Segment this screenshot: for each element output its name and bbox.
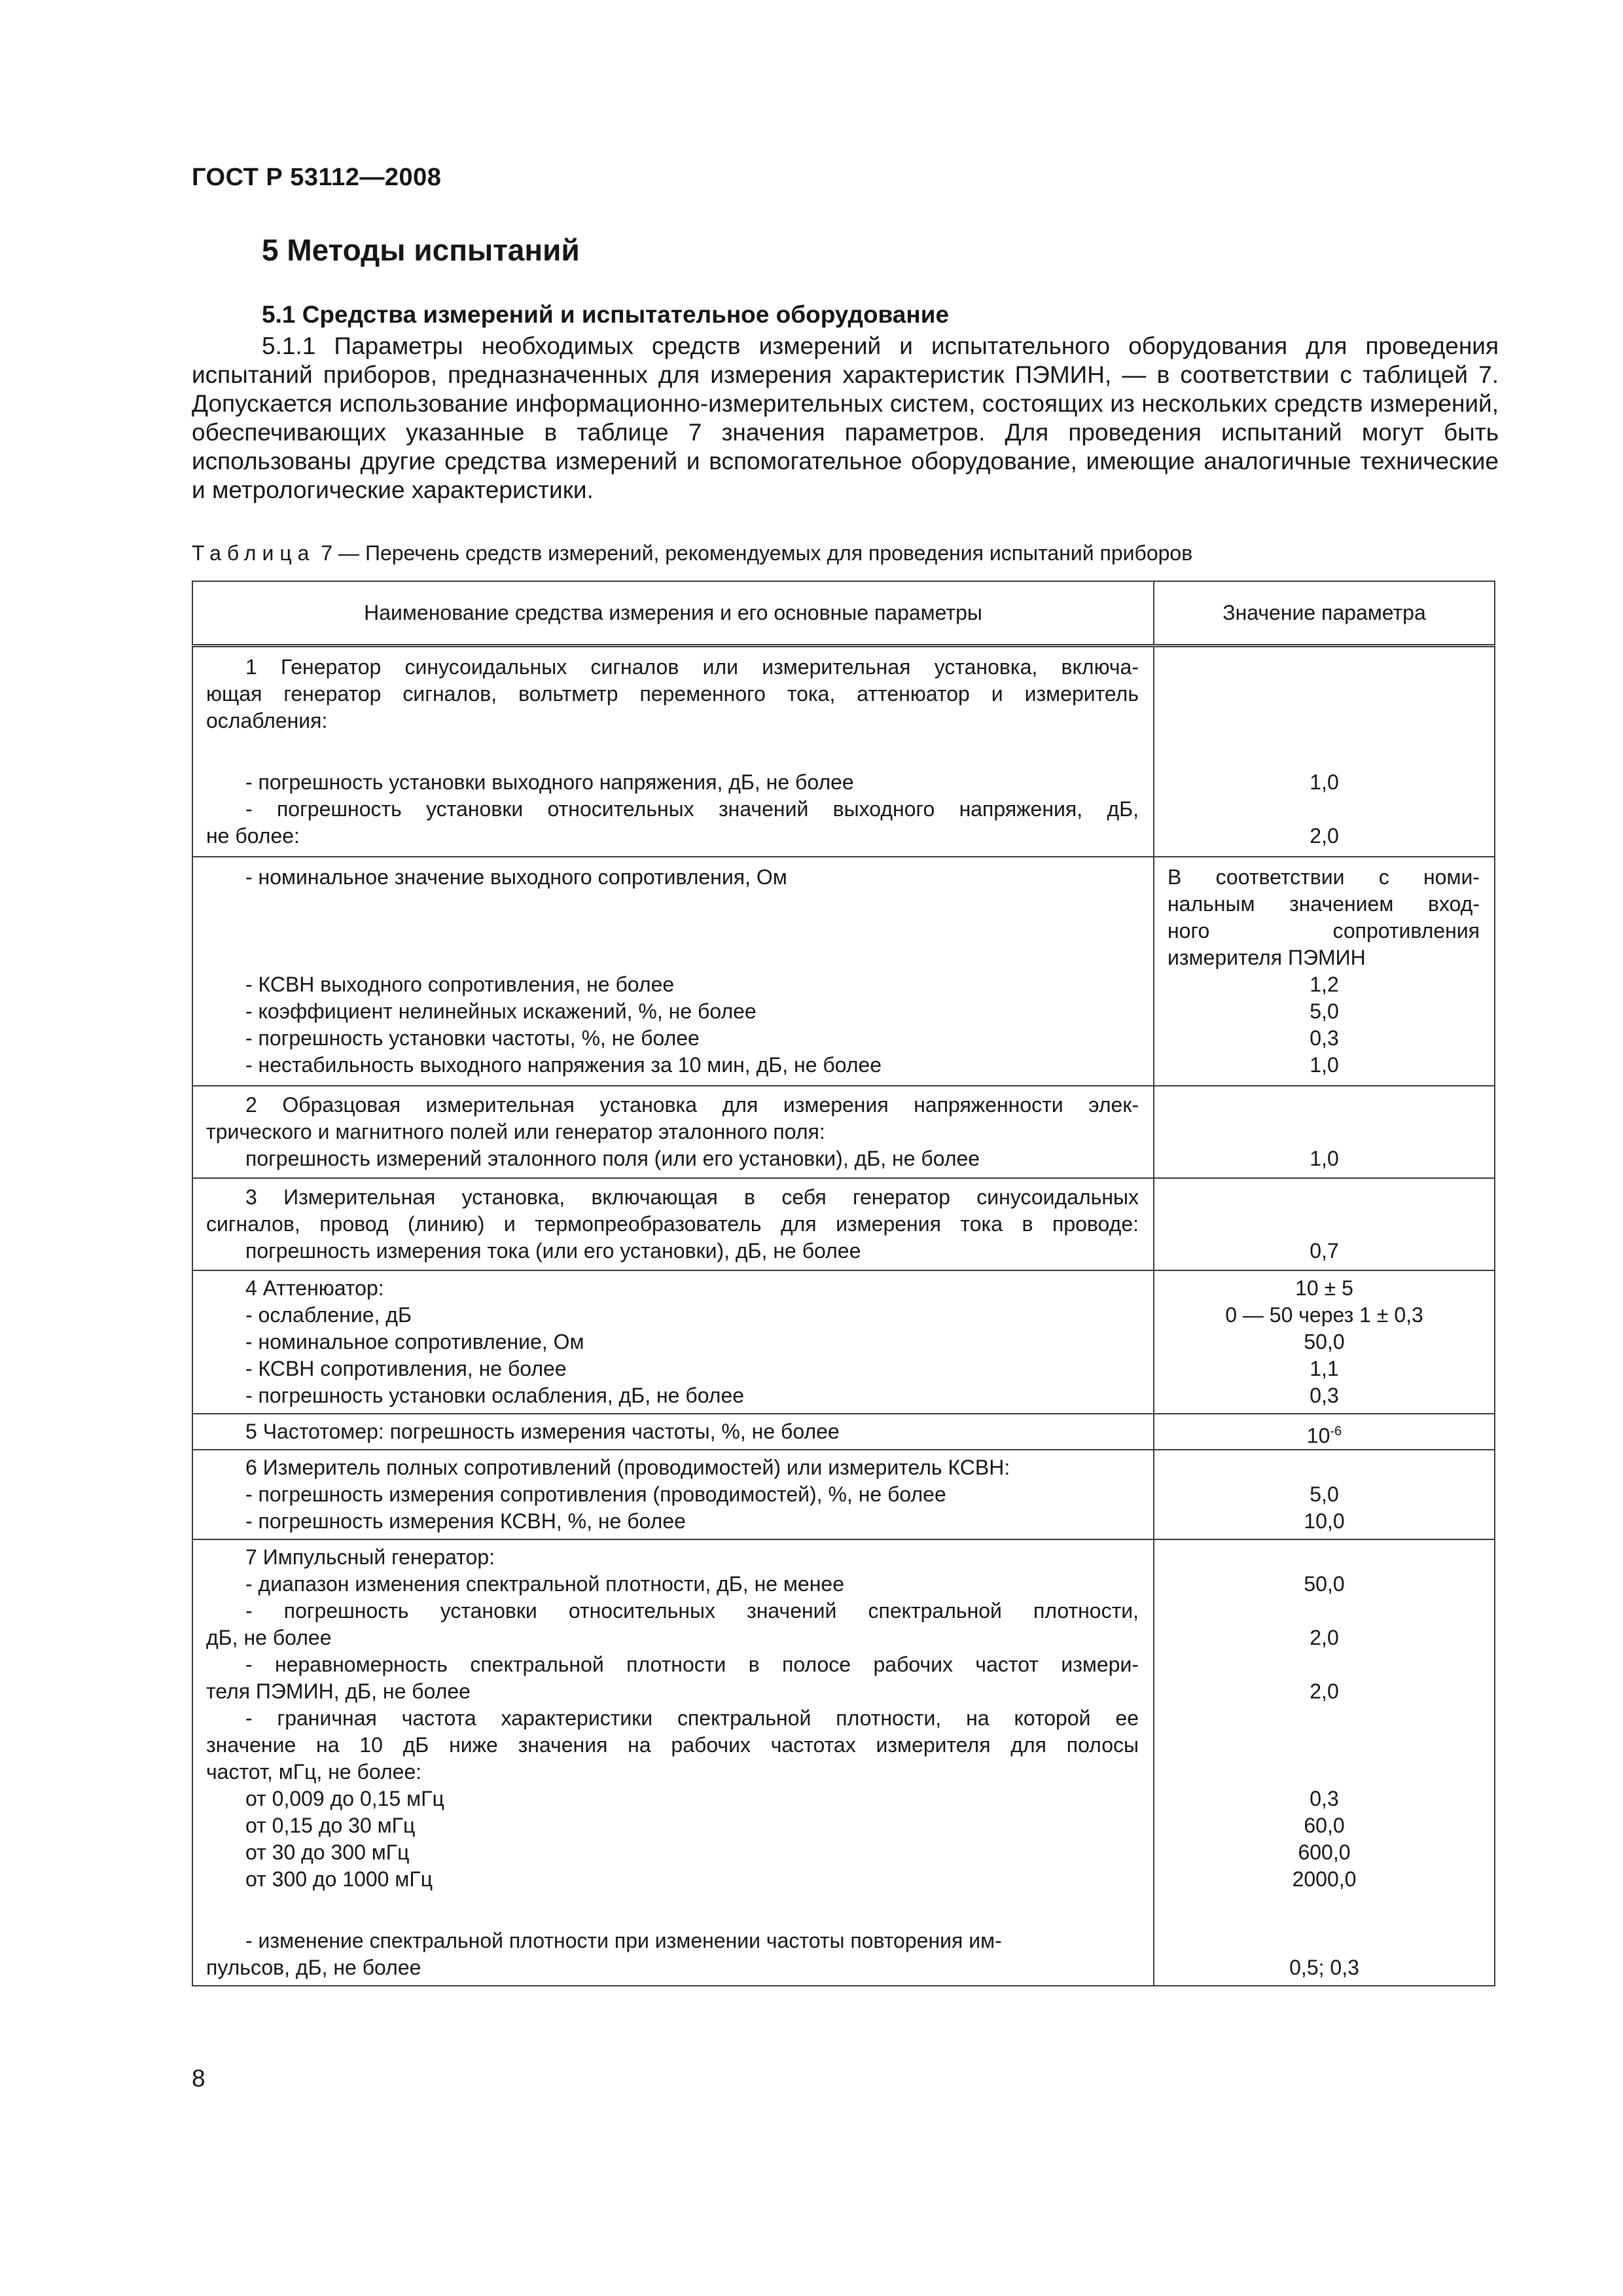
row-value-line: 1,2 <box>1310 973 1339 996</box>
row-name-line: ослабления: <box>206 709 328 732</box>
row-name-line: - неравномерность спектральной плотности в полосе рабочих частот измери- <box>245 1653 1139 1676</box>
row-name-line: от 30 до 300 мГц <box>245 1840 410 1864</box>
row-name-line <box>193 891 1153 918</box>
table-row <box>192 1178 1495 1270</box>
row-name-line <box>193 1893 1153 1920</box>
row-value-line: 2000,0 <box>1292 1867 1357 1891</box>
body-paragraph: 5.1.1 Параметры необходимых средств измерений и испытательного оборудования для проведения испытаний приборов, предназначенных для измерения характеристик ПЭМИН, — в соответствии с таблицей 7. Допускается использование информационно-измерительных систем, состоящих из нескольких средств измерений, обеспечивающих указанные в таблице 7 значения параметров. Для проведения испытаний могут быть использованы другие средства измерений и вспомогательное оборудование, имеющие аналогичные технические и метрологические характеристики. <box>192 332 1499 503</box>
row-name-cell <box>192 1270 1154 1414</box>
row-value-line <box>1154 1092 1494 1119</box>
row-name-line: сигналов, провод (линию) и термопреобразователь для измерения тока в проводе: <box>206 1212 1139 1236</box>
row-name-line: - погрешность установки выходного напряжения, дБ, не более <box>245 770 854 794</box>
row-name-line: 1 Генератор синусоидальных сигналов или измерительная установка, включа- <box>245 655 1139 679</box>
row-name-line: - изменение спектральной плотности при изменении частоты повторения им- <box>245 1929 1002 1952</box>
row-name-line: - погрешность установки относительных значений выходного напряжения, дБ, <box>245 797 1139 821</box>
row-value-cell <box>1154 646 1495 857</box>
row-name-line <box>193 734 1153 761</box>
row-name-line: - номинальное значение выходного сопротивления, Ом <box>245 865 787 889</box>
table-row <box>192 646 1495 857</box>
row-value-line <box>1154 1893 1494 1920</box>
row-value-line <box>1154 1544 1494 1571</box>
row-name-line: 2 Образцовая измерительная установка для измерения напряженности элек- <box>245 1093 1139 1117</box>
row-value-line: 5,0 <box>1310 999 1339 1023</box>
row-name-line: - погрешность установки частоты, %, не более <box>245 1026 700 1050</box>
row-name-line: - КСВН выходного сопротивления, не более <box>245 973 675 996</box>
row-value-line <box>1154 1184 1494 1211</box>
row-value-line <box>1154 1651 1494 1678</box>
row-name-line: - коэффициент нелинейных искажений, %, не более <box>245 999 757 1023</box>
header-name: Наименование средства измерения и его основные параметры <box>192 581 1154 646</box>
row-value-line <box>1154 734 1494 761</box>
row-name-cell <box>192 1178 1154 1270</box>
row-value-line: 5,0 <box>1310 1482 1339 1506</box>
row-name-line: не более: <box>206 824 300 848</box>
row-value-line: 2,0 <box>1310 1679 1339 1703</box>
row-value-line <box>1154 1211 1494 1238</box>
row-name-line: значение на 10 дБ ниже значения на рабочих частотах измерителя для полосы <box>206 1733 1139 1757</box>
row-name-line: погрешность измерений эталонного поля (или его установки), дБ, не более <box>245 1147 980 1170</box>
row-name-line: - погрешность установки ослабления, дБ, не более <box>245 1384 745 1407</box>
row-name-line: трического и магнитного полей или генератор эталонного поля: <box>206 1120 825 1143</box>
row-value-cell <box>1154 857 1495 1086</box>
row-name-line: - КСВН сопротивления, не более <box>245 1357 567 1380</box>
row-value-line: измерителя ПЭМИН <box>1168 946 1366 969</box>
row-name-line: ющая генератор сигналов, вольтметр переменного тока, аттенюатор и измеритель <box>206 682 1139 706</box>
table-caption-text: 7 — Перечень средств измерений, рекомендуемых для проведения испытаний приборов <box>315 541 1193 565</box>
row-name-line: - граничная частота характеристики спектральной плотности, на которой ее <box>245 1706 1139 1730</box>
row-value-cell <box>1154 1178 1495 1270</box>
row-value-line <box>1154 654 1494 681</box>
row-name-line: - погрешность установки относительных значений спектральной плотности, <box>245 1599 1139 1623</box>
row-value-cell <box>1154 1539 1495 1986</box>
row-value-line: 0 — 50 через 1 ± 0,3 <box>1225 1303 1423 1327</box>
row-value-line: 2,0 <box>1310 1626 1339 1649</box>
row-value-line: ного сопротивления <box>1168 919 1480 942</box>
row-value-line: 10 ± 5 <box>1295 1276 1353 1300</box>
table-row <box>192 1086 1495 1178</box>
row-value-line: 2,0 <box>1310 824 1339 848</box>
table-row <box>192 857 1495 1086</box>
row-name-line: - нестабильность выходного напряжения за 10 мин, дБ, не более <box>245 1053 882 1077</box>
row-value-line: 10,0 <box>1304 1509 1345 1533</box>
value-base: 10 <box>1306 1424 1330 1448</box>
row-value-line <box>1154 1759 1494 1785</box>
table-caption-label: Таблица <box>192 541 315 565</box>
row-name-line: дБ, не более <box>206 1626 332 1649</box>
row-value-cell <box>1154 1450 1495 1539</box>
header-value: Значение параметра <box>1154 581 1495 646</box>
table-row <box>192 1539 1495 1986</box>
row-name-line: 3 Измерительная установка, включающая в себя генератор синусоидальных <box>245 1185 1139 1209</box>
row-name-cell <box>192 646 1154 857</box>
row-name-line <box>193 944 1153 971</box>
row-name-cell <box>192 857 1154 1086</box>
table-caption <box>192 540 1192 566</box>
row-value-line: 0,3 <box>1310 1787 1339 1810</box>
row-name-line: теля ПЭМИН, дБ, не более <box>206 1679 471 1703</box>
table-row <box>192 1450 1495 1539</box>
row-value-line: 0,3 <box>1310 1026 1339 1050</box>
row-value-cell <box>1154 1414 1495 1450</box>
section-title: 5 Методы испытаний <box>262 233 580 267</box>
row-value-line <box>1154 1705 1494 1732</box>
row-value-line <box>1154 1598 1494 1624</box>
row-value-cell <box>1154 1086 1495 1178</box>
row-value-line: 1,1 <box>1310 1357 1339 1380</box>
row-value-line: В соответствии с номи- <box>1168 865 1480 889</box>
row-value-line: 1,0 <box>1310 1147 1339 1170</box>
row-value-line: 50,0 <box>1304 1330 1345 1354</box>
row-name-cell <box>192 1450 1154 1539</box>
row-value-line: 0,3 <box>1310 1384 1339 1407</box>
subsection-title: 5.1 Средства измерений и испытательное оборудование <box>262 301 950 328</box>
row-value-line <box>1154 708 1494 734</box>
row-name-cell <box>192 1086 1154 1178</box>
row-value-line: 1,0 <box>1310 1053 1339 1077</box>
row-name-cell <box>192 1414 1154 1450</box>
row-name-line: от 0,15 до 30 мГц <box>245 1814 416 1837</box>
row-value-line: 1,0 <box>1310 770 1339 794</box>
row-value-line <box>1154 796 1494 823</box>
row-name-line: - погрешность измерения КСВН, %, не более <box>245 1509 686 1533</box>
row-name-line: 7 Импульсный генератор: <box>245 1545 495 1569</box>
row-name-line: погрешность измерения тока (или его установки), дБ, не более <box>245 1239 861 1263</box>
row-value-line: 0,7 <box>1310 1239 1339 1263</box>
row-name-line: частот, мГц, не более: <box>206 1760 422 1784</box>
row-name-line: - ослабление, дБ <box>245 1303 412 1327</box>
row-name-line: от 300 до 1000 мГц <box>245 1867 433 1891</box>
row-value-line <box>1154 1732 1494 1759</box>
row-name-line: пульсов, дБ, не более <box>206 1956 421 1979</box>
row-value-line <box>1154 1418 1494 1448</box>
row-name-line: - погрешность измерения сопротивления (проводимостей), %, не более <box>245 1482 946 1506</box>
row-value-line: 0,5; 0,3 <box>1289 1956 1359 1979</box>
row-value-line: 60,0 <box>1304 1814 1345 1837</box>
row-name-line: - диапазон изменения спектральной плотности, дБ, не менее <box>245 1572 844 1596</box>
page-number: 8 <box>192 2065 205 2092</box>
row-value-line: 50,0 <box>1304 1572 1345 1596</box>
table-row <box>192 1414 1495 1450</box>
row-name-line: от 0,009 до 0,15 мГц <box>245 1787 444 1810</box>
document-header: ГОСТ Р 53112—2008 <box>192 164 442 191</box>
row-name-line: - номинальное сопротивление, Ом <box>245 1330 584 1354</box>
row-value-cell <box>1154 1270 1495 1414</box>
row-value-line: 600,0 <box>1298 1840 1351 1864</box>
row-value-line: нальным значением вход- <box>1168 892 1480 916</box>
table-row <box>192 1270 1495 1414</box>
row-value-line <box>1154 681 1494 708</box>
value-exponent: -6 <box>1330 1424 1342 1439</box>
row-name-line <box>193 918 1153 944</box>
table-7 <box>192 581 1495 1986</box>
row-name-cell <box>192 1539 1154 1986</box>
table-header-row <box>192 581 1495 646</box>
row-value-line <box>1154 1928 1494 1954</box>
row-value-line <box>1154 1454 1494 1481</box>
row-name-line: 6 Измеритель полных сопротивлений (проводимостей) или измеритель КСВН: <box>245 1456 1010 1479</box>
row-name-line: 4 Аттенюатор: <box>245 1276 384 1300</box>
row-value-line <box>1154 1119 1494 1145</box>
row-name-line: 5 Частотомер: погрешность измерения частоты, %, не более <box>245 1420 840 1443</box>
